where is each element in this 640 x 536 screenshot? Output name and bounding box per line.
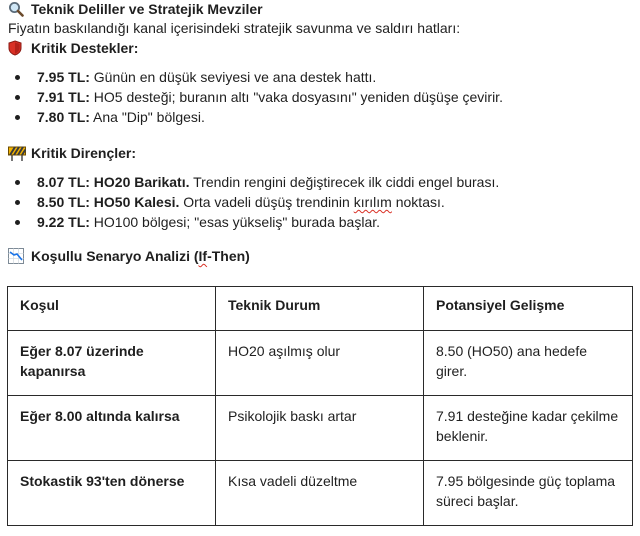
table-header-row — [8, 287, 633, 331]
technical-state-cell: HO20 aşılmış olur — [216, 331, 424, 396]
resistance-text-end: noktası. — [391, 194, 445, 210]
support-level: 7.80 TL: — [37, 109, 90, 125]
supports-list — [0, 67, 503, 127]
scenario-heading — [8, 248, 250, 264]
resistance-item — [0, 192, 499, 212]
column-header: Potansiyel Gelişme — [424, 287, 633, 331]
resistances-heading — [8, 145, 136, 161]
resistance-item — [0, 212, 499, 232]
condition-cell: Eğer 8.00 altında kalırsa — [8, 396, 216, 461]
column-header: Koşul — [8, 287, 216, 331]
resistance-text: Trendin rengini değiştirecek ilk ciddi engel burası. — [189, 174, 500, 190]
support-text: Günün en düşük seviyesi ve ana destek hattı. — [89, 69, 377, 85]
support-item — [0, 107, 503, 127]
support-text: HO5 desteği; buranın altı "vaka dosyasını" yeniden düşüşe çevirir. — [89, 89, 503, 105]
support-level: 7.91 TL: — [37, 89, 90, 105]
supports-heading — [8, 40, 138, 56]
barrier-icon — [8, 145, 26, 161]
potential-development-cell: 7.91 desteğine kadar çekilme beklenir. — [424, 396, 633, 461]
support-item — [0, 67, 503, 87]
resistance-level: 8.07 TL: HO20 Barikatı. — [37, 174, 190, 190]
resistance-text: Orta vadeli düşüş trendinin — [179, 194, 354, 210]
table-row — [8, 396, 633, 461]
spellcheck-word[interactable]: kırılım — [353, 194, 392, 210]
section-title: Teknik Deliller ve Stratejik Mevziler — [31, 1, 263, 17]
table-row — [8, 331, 633, 396]
support-level: 7.95 TL: — [37, 69, 90, 85]
scenario-title-start: Koşullu Senaryo Analizi ( — [31, 248, 199, 264]
technical-state-cell: Psikolojik baskı artar — [216, 396, 424, 461]
potential-development-cell: 8.50 (HO50) ana hedefe girer. — [424, 331, 633, 396]
magnifier-icon — [8, 1, 26, 17]
resistance-level: 8.50 TL: HO50 Kalesi. — [37, 194, 180, 210]
table-row — [8, 461, 633, 526]
chart-down-icon — [8, 248, 26, 264]
support-text: Ana "Dip" bölgesi. — [89, 109, 205, 125]
resistance-level: 9.22 TL: — [37, 214, 90, 230]
resistance-item — [0, 172, 499, 192]
shield-icon — [8, 40, 26, 56]
section-heading-technical — [8, 1, 263, 17]
condition-cell: Stokastik 93'ten dönerse — [8, 461, 216, 526]
resistance-text: HO100 bölgesi; "esas yükseliş" burada başlar. — [89, 214, 381, 230]
support-item — [0, 87, 503, 107]
intro-text: Fiyatın baskılandığı kanal içerisindeki stratejik savunma ve saldırı hatları: — [8, 20, 461, 36]
condition-cell: Eğer 8.07 üzerinde kapanırsa — [8, 331, 216, 396]
resistances-title: Kritik Dirençler: — [31, 145, 137, 161]
technical-state-cell: Kısa vadeli düzeltme — [216, 461, 424, 526]
potential-development-cell: 7.95 bölgesinde güç toplama süreci başlar. — [424, 461, 633, 526]
column-header: Teknik Durum — [216, 287, 424, 331]
scenario-table — [7, 286, 633, 526]
spellcheck-word[interactable]: If — [198, 248, 208, 264]
supports-title: Kritik Destekler: — [31, 40, 139, 56]
scenario-title-end: -Then) — [207, 248, 250, 264]
resistances-list — [0, 172, 499, 232]
